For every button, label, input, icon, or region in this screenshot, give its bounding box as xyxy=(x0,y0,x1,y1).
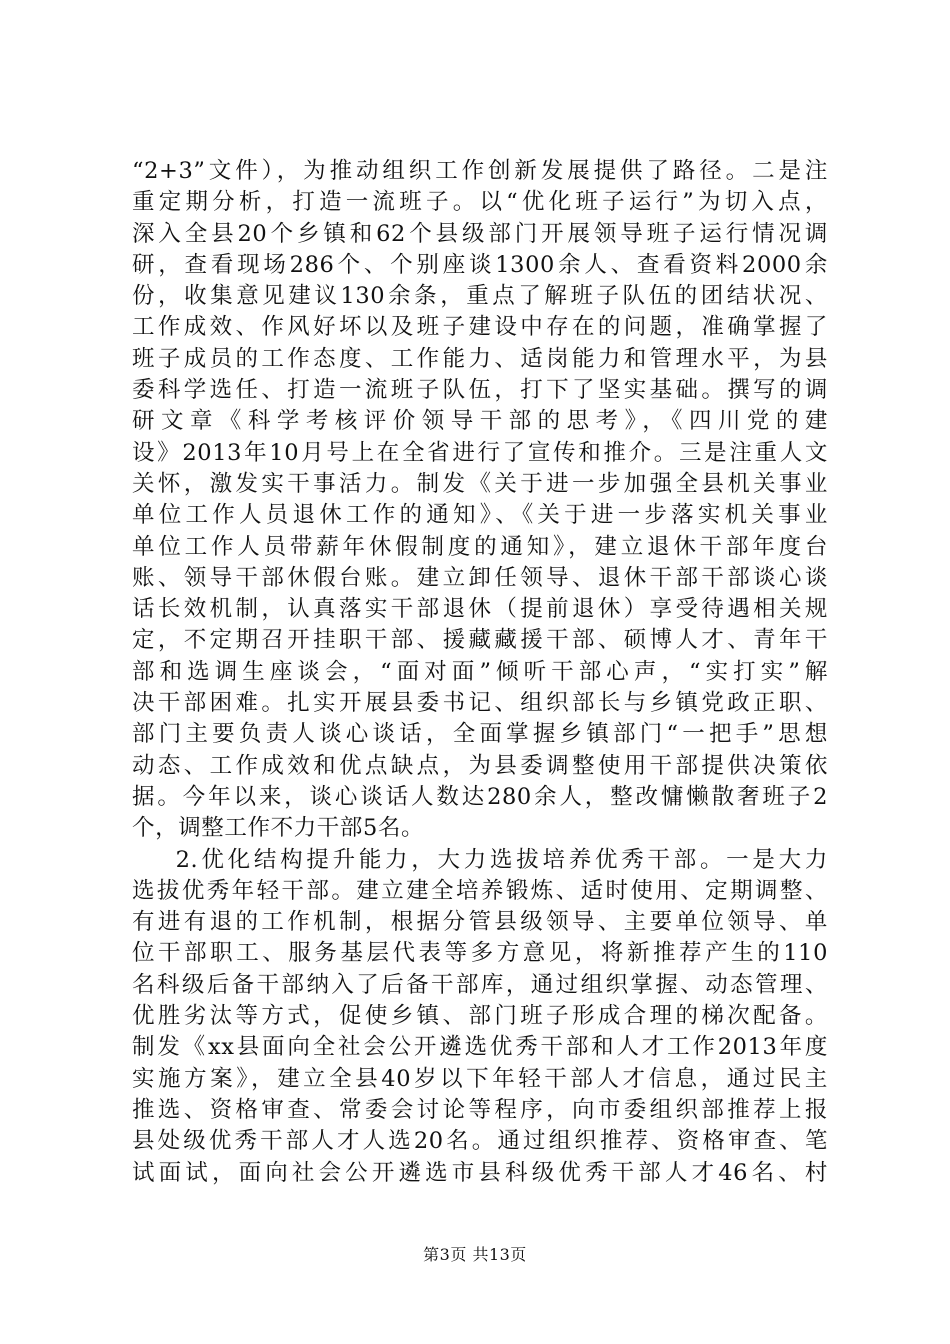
text-line: 定，不定期召开挂职干部、援藏藏援干部、硕博人才、青年干 xyxy=(132,627,828,654)
text-line: 位干部职工、服务基层代表等多方意见，将新推荐产生的110 xyxy=(132,940,828,967)
text-line: 关怀，激发实干事活力。制发《关于进一步加强全县机关事业 xyxy=(132,470,828,497)
text-line: 优胜劣汰等方式，促使乡镇、部门班子形成合理的梯次配备。 xyxy=(132,1003,828,1030)
text-line: 名科级后备干部纳入了后备干部库，通过组织掌握、动态管理、 xyxy=(132,971,828,998)
text-line: 深入全县20个乡镇和62个县级部门开展领导班子运行情况调 xyxy=(132,220,828,247)
text-line: 委科学选任、打造一流班子队伍，打下了坚实基础。撰写的调 xyxy=(132,377,828,404)
text-line: 有进有退的工作机制，根据分管县级领导、主要单位领导、单 xyxy=(132,909,828,936)
text-line: 重定期分析，打造一流班子。以“优化班子运行”为切入点， xyxy=(132,189,828,216)
text-line: 话长效机制，认真落实干部退休（提前退休）享受待遇相关规 xyxy=(132,596,828,623)
text-line: 试面试，面向社会公开遴选市县科级优秀干部人才46名、村 xyxy=(132,1159,828,1186)
text-line: 部和选调生座谈会，“面对面”倾听干部心声，“实打实”解 xyxy=(132,658,828,685)
text-line: 决干部困难。扎实开展县委书记、组织部长与乡镇党政正职、 xyxy=(132,690,828,717)
text-line: 班子成员的工作态度、工作能力、适岗能力和管理水平，为县 xyxy=(132,345,828,372)
text-line: 选拔优秀年轻干部。建立建全培养锻炼、适时使用、定期调整、 xyxy=(132,877,828,904)
text-line: 据。今年以来，谈心谈话人数达280余人，整改慵懒散奢班子2 xyxy=(132,783,828,810)
text-line: 账、领导干部休假台账。建立卸任领导、退休干部干部谈心谈 xyxy=(132,564,828,591)
text-line: 设》2013年10月号上在全省进行了宣传和推介。三是注重人文 xyxy=(132,439,828,466)
text-line: “2+3”文件），为推动组织工作创新发展提供了路径。二是注 xyxy=(132,158,828,184)
text-line: 工作成效、作风好坏以及班子建设中存在的问题，准确掌握了 xyxy=(132,314,828,341)
text-line: 县处级优秀干部人才人选20名。通过组织推荐、资格审查、笔 xyxy=(132,1128,828,1155)
text-line: 部门主要负责人谈心谈话，全面掌握乡镇部门“一把手”思想 xyxy=(132,721,828,748)
text-line: 2.优化结构提升能力，大力选拔培养优秀干部。一是大力 xyxy=(132,846,828,873)
text-line: 制发《xx县面向全社会公开遴选优秀干部和人才工作2013年度 xyxy=(132,1034,828,1061)
text-line: 单位工作人员退休工作的通知》、《关于进一步落实机关事业 xyxy=(132,502,828,529)
text-line: 研文章《科学考核评价领导干部的思考》，《四川党的建 xyxy=(132,408,828,435)
text-line: 研，查看现场286个、个别座谈1300余人、查看资料2000余 xyxy=(132,251,828,278)
body-text xyxy=(132,156,828,1189)
text-line: 个，调整工作不力干部5名。 xyxy=(132,815,425,842)
page-number-footer: 第3页 共13页 xyxy=(423,1245,527,1264)
text-line: 份，收集意见建议130余条，重点了解班子队伍的团结状况、 xyxy=(132,283,828,310)
text-line: 推选、资格审查、常委会讨论等程序，向市委组织部推荐上报 xyxy=(132,1096,828,1123)
text-line: 单位工作人员带薪年休假制度的通知》，建立退休干部年度台 xyxy=(132,533,828,560)
text-line: 动态、工作成效和优点缺点，为县委调整使用干部提供决策依 xyxy=(132,752,828,779)
text-line: 实施方案》，建立全县40岁以下年轻干部人才信息，通过民主 xyxy=(132,1065,828,1092)
